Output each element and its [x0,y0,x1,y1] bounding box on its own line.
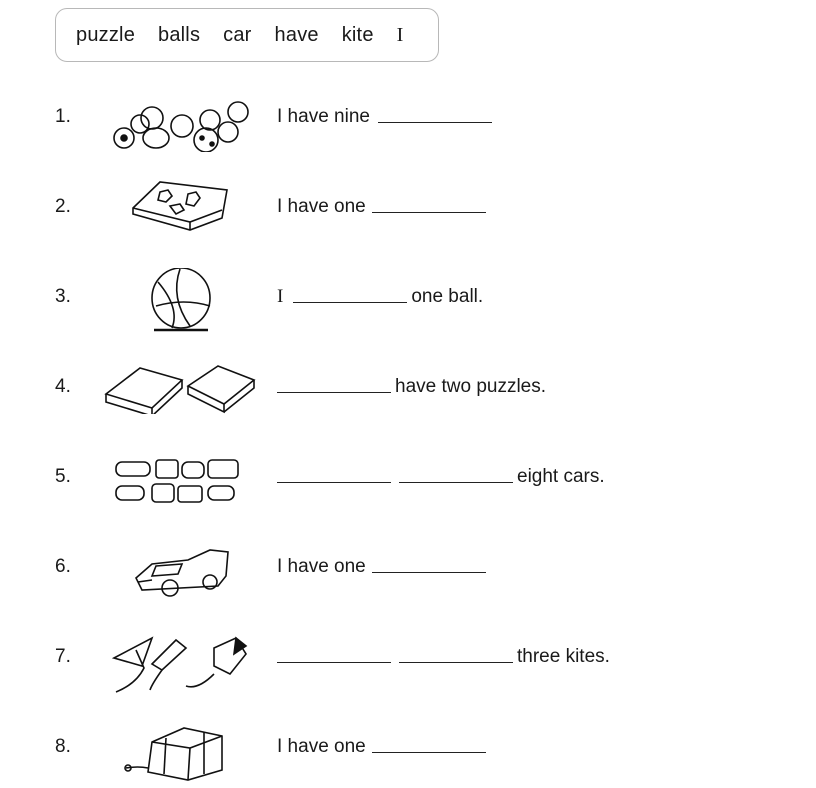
answer-blank[interactable] [378,121,492,123]
exercise-item-1 [0,88,816,158]
sentence [277,646,610,668]
sentence-text: one ball. [411,286,484,307]
word-bank-word: I [396,23,404,46]
exercise-item-3 [0,268,816,338]
basketball-icon [150,268,216,332]
exercise-item-8 [0,718,816,788]
sentence-text: have two puzzles. [395,376,547,397]
answer-blank[interactable] [372,571,486,573]
sentence [277,376,546,398]
balls-icon [110,96,260,152]
item-number: 6. [55,556,71,577]
item-number: 5. [55,466,71,487]
sentence [277,106,496,128]
sentence [277,466,605,488]
item-number: 8. [55,736,71,757]
sentence-text: eight cars. [517,466,605,487]
exercise-item-6 [0,538,816,608]
answer-blank[interactable] [399,481,513,483]
sentence [277,286,483,308]
exercise-item-2 [0,178,816,248]
answer-blank[interactable] [277,481,391,483]
sentence-text: I have one [277,196,366,217]
answer-blank[interactable] [277,661,391,663]
word-bank-word: balls [158,23,201,46]
answer-blank[interactable] [372,211,486,213]
sentence [277,556,490,578]
sentence [277,736,490,758]
item-number: 2. [55,196,71,217]
word-bank-word: puzzle [76,23,136,46]
answer-blank[interactable] [277,391,391,393]
item-number: 4. [55,376,71,397]
answer-blank[interactable] [293,301,407,303]
word-bank-word: have [274,23,319,46]
sentence-text: I have nine [277,106,370,127]
sentence-text: I [277,286,284,307]
car-icon [132,546,232,602]
kites-icon [106,634,256,694]
item-number: 1. [55,106,71,127]
exercise-item-7 [0,628,816,698]
sentence-text: I have one [277,556,366,577]
word-bank [55,8,439,62]
cars-icon [112,456,272,512]
sentence-text: three kites. [517,646,610,667]
exercise-item-4 [0,358,816,428]
item-number: 3. [55,286,71,307]
box-kite-icon [118,722,228,782]
answer-blank[interactable] [372,751,486,753]
word-bank-word: car [223,23,252,46]
item-number: 7. [55,646,71,667]
puzzle-boxes-icon [100,364,260,414]
answer-blank[interactable] [399,661,513,663]
puzzle-box-icon [130,178,230,234]
exercise-item-5 [0,448,816,518]
sentence [277,196,490,218]
word-bank-word: kite [341,23,374,46]
sentence-text: I have one [277,736,366,757]
